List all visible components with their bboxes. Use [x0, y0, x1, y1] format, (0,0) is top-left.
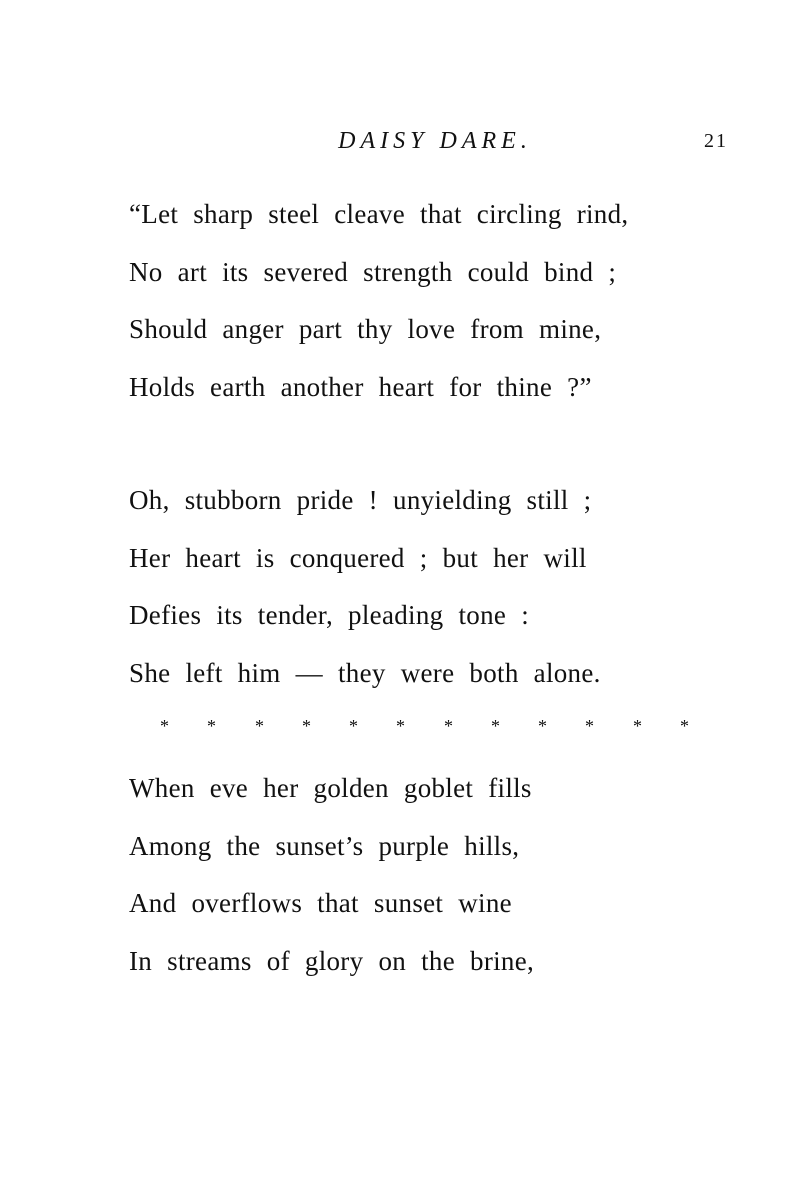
- asterisk-mark: *: [585, 716, 594, 736]
- running-title: DAISY DARE.: [338, 128, 532, 154]
- verse-line: Among the sunset’s purple hills,: [129, 830, 520, 861]
- stanza-1: [129, 186, 628, 416]
- verse-line: And overflows that sunset wine: [129, 888, 512, 918]
- verse-line: Should anger part thy love from mine,: [129, 314, 602, 344]
- verse-line: Oh, stubborn pride ! unyielding still ;: [129, 485, 592, 515]
- verse-line: She left him — they were both alone.: [129, 657, 601, 688]
- page-header: [0, 128, 800, 168]
- asterisk-mark: *: [491, 716, 500, 736]
- verse-line: When eve her golden goblet fills: [129, 773, 532, 803]
- asterisk-mark: *: [207, 716, 216, 736]
- asterisk-mark: *: [302, 716, 311, 736]
- page-number: 21: [704, 130, 728, 152]
- asterisk-mark: *: [160, 716, 169, 736]
- asterisk-mark: *: [680, 716, 689, 736]
- verse-line: Holds earth another heart for thine ?”: [129, 371, 592, 402]
- stanza-2: [129, 472, 601, 702]
- asterisk-mark: *: [633, 716, 642, 736]
- verse-line: Her heart is conquered ; but her will: [129, 542, 587, 573]
- verse-line: Defies its tender, pleading tone :: [129, 600, 530, 630]
- section-separator-asterisks: [160, 711, 720, 741]
- asterisk-mark: *: [444, 716, 453, 736]
- verse-line: In streams of glory on the brine,: [129, 945, 535, 976]
- verse-line: “Let sharp steel cleave that circling rind,: [129, 199, 629, 229]
- verse-line: No art its severed strength could bind ;: [129, 256, 617, 287]
- asterisk-mark: *: [255, 716, 264, 736]
- asterisk-mark: *: [538, 716, 547, 736]
- asterisk-mark: *: [396, 716, 405, 736]
- asterisk-mark: *: [349, 716, 358, 736]
- stanza-3: [129, 760, 534, 990]
